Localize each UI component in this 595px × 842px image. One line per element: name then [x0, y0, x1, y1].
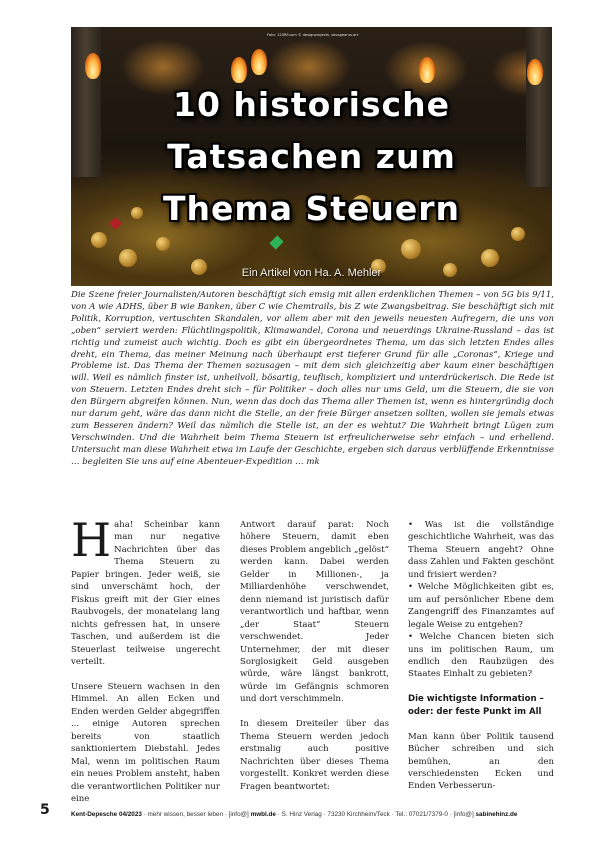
- byline: Ein Artikel von Ha. A. Mehler: [241, 267, 382, 279]
- gold-coin-icon: [119, 249, 137, 267]
- paragraph: Unsere Steuern wachsen in den Himmel. An allen Ecken und Enden werden Gelder abgegriffen ... einige Autoren sprechen bereits von staatlich sanktioniertem Diebstahl. Jedes Mal, wenn im politischen Raum ein neues Problem ansteht, haben die verantwortlichen Politiker nur eine: [71, 681, 220, 804]
- section-heading: Die wichtigste Information – oder: der feste Punkt im All: [408, 694, 544, 717]
- title-line-2: Tatsachen zum: [167, 137, 456, 176]
- list-item: • Welche Chancen bieten sich uns im politischen Raum, um endlich den Raubzügen des Staates Einhalt zu gebieten?: [408, 632, 554, 680]
- torch-flame-icon: [85, 53, 101, 79]
- gold-coin-icon: [156, 237, 170, 251]
- title-line-1: 10 historische: [173, 85, 450, 124]
- column-3: [408, 519, 554, 805]
- torch-flame-icon: [251, 49, 267, 75]
- magazine-issue: Kent-Depesche 04/2023: [71, 811, 142, 818]
- article-title: [71, 79, 552, 235]
- list-item: • Was ist die vollständige geschichtliche Wahrheit, was das Thema Steuern angeht? Ohne dass Zahlen und Fakten geschönt und frisiert werden?: [408, 520, 554, 580]
- column-2: [240, 519, 389, 805]
- emerald-gem-icon: [269, 235, 283, 249]
- paragraph: Man kann über Politik tausend Bücher schreiben und sich bemühen, an den verschiedensten Ecken und Enden Verbesserun-: [408, 731, 554, 792]
- hero-image: [71, 27, 552, 286]
- gold-coin-icon: [401, 239, 421, 259]
- paragraph: Antwort darauf parat: Noch höhere Steuern, damit eben dieses Problem angeblich „gelöst“ werden kann. Dabei werden Gelder in Millionen-, ja Milliardenhöhe verschwendet, denn niemand ist juristisch dafür verantwortlich und haftbar, wenn „der Staat“ Steuern verschwendet. Jeder Unternehmer, der mit dieser Sorglosigkeit Geld ausgeben würde, wäre längst bankrott, würde im Gefängnis schmoren und dort verschimmeln.: [240, 520, 389, 705]
- paragraph: In diesem Dreiteiler über das Thema Steuern werden jedoch erstmalig auch positive Nachrichten über dieses Thema vorgestellt. Konkret werden diese Fragen beantwortet:: [240, 719, 389, 792]
- gold-coin-icon: [481, 249, 499, 267]
- list-item: • Welche Möglichkeiten gibt es, um auf persönlicher Ebene dem Zangengriff des Finanzamtes auf legale Weise zu entgehen?: [408, 582, 554, 630]
- intro-paragraph: [71, 290, 554, 469]
- page-number: 5: [40, 802, 50, 818]
- intro-text: Die Szene freier Journalisten/Autoren beschäftigt sich emsig mit allen erdenklichen Themen – von 5G bis 9/11, von A wie ADHS, über B wie Banken, über C wie Chemtrails, bis Z wie Zwangsbeitrag. Sie beschäftigt sich mit Politik, Korruption, vertuschten Skandalen, vor allem aber mit den jeweils neuesten Aufregern, die uns von „oben“ serviert werden: Flüchtlingspolitik, Klimawandel, Corona und neuerdings Ukraine-Russland – das ist richtig und zumeist auch wichtig. Doch es gibt ein übergeordnetes Thema, um das sich letzten Endes alles dreht, ein Thema, das meiner Meinung nach überhaupt erst tieferer Grund für alle „Coronas“, Kriege und Probleme ist. Das Thema der Themen sozusagen – mit dem sich gleichzeitig aber kaum einer beschäftigen will. Weil es nämlich finster ist, unheilvoll, bösartig, teuflisch, kompliziert und unterdrückerisch. Die Rede ist von Steuern. Letzten Endes dreht sich – für Politiker – doch alles nur ums Geld, um die Steuern, die sie von den Bürgern abgreifen können. Nun, wenn das doch das Thema aller Themen ist, wenn es hintergründig doch nur darum geht, wäre das dann nicht die Stelle, an der freie Bürger ansetzen sollten, wollen sie jemals etwas zum Besseren ändern? Weil das nämlich die Stelle ist, an der es wehtut? Die Wahrheit bringt Lügen zum Verschwinden. Und die Wahrheit beim Thema Steuern ist erfreulicherweise sehr einfach – und erhellend. Untersucht man diese Wahrheit etwa im Laufe der Geschichte, ergeben sich daraus verblüffende Erkenntnisse … begleiten Sie uns auf eine Abenteuer-Expedition … mk: [71, 290, 554, 467]
- footer-slogan: · mehr wissen, besser leben · [info@]: [141, 811, 251, 818]
- drop-cap: H: [71, 513, 112, 567]
- paragraph: [71, 513, 220, 668]
- photo-credit: Foto: 123RF.com © designprojects, savagearus.art: [267, 33, 359, 37]
- website-link-sabinehinz[interactable]: sabinehinz.de: [475, 811, 518, 818]
- page-footer: [71, 811, 555, 818]
- footer-publisher: · S. Hinz Verlag · 73230 Kirchheim/Teck · Tel.: 07021/7379-0 · [info@]: [275, 811, 476, 818]
- column-1: [71, 513, 220, 818]
- paragraph-text: aha! Scheinbar kann man nur negative Nachrichten über das Thema Steuern zu Papier bringen. Jeder weiß, sie sind unverschämt hoch, der Fiskus greift mit der Gier eines Raubvogels, der monatelang lang nichts gefressen hat, in unsere Taschen, und außerdem ist die Steuerlast teilweise ungerecht verteilt.: [71, 520, 220, 667]
- title-line-3: Thema Steuern: [162, 189, 461, 228]
- website-link-mwbl[interactable]: mwbl.de: [250, 811, 276, 818]
- question-list: [408, 519, 554, 681]
